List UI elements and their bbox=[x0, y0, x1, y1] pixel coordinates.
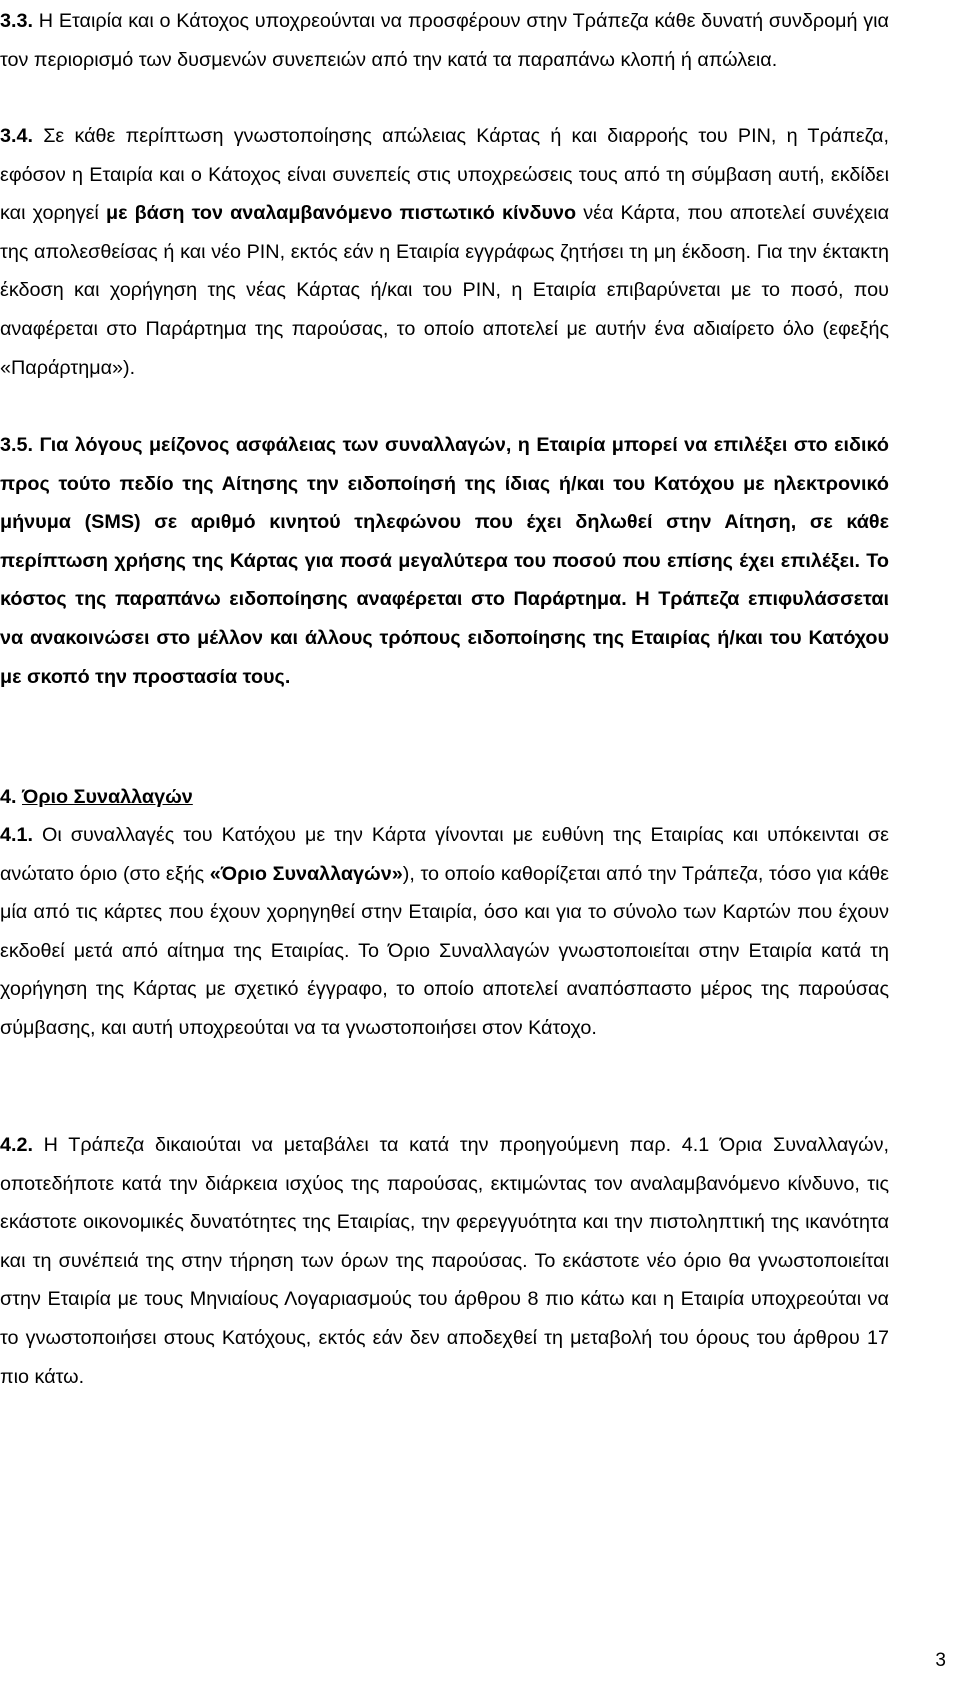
clause-3-3 bbox=[0, 2, 889, 79]
clause-number: 3.5. bbox=[0, 434, 33, 456]
clause-3-5 bbox=[0, 426, 889, 696]
clause-4-1 bbox=[0, 816, 889, 1048]
clause-text-part-1: Οι συναλλαγές του Κατόχου με την Κάρτα γίνονται με ευθύνη της Εταιρίας και υπόκεινται σε ανώτατο όριο (στο εξής bbox=[0, 824, 889, 885]
clause-text: Η Εταιρία και ο Κάτοχος υποχρεούνται να προσφέρουν στην Τράπεζα κάθε δυνατή συνδρομή για τον περιορισμό των δυσμενών συνεπειών από την κατά τα παραπάνω κλοπή ή απώλεια. bbox=[0, 10, 889, 71]
section-heading bbox=[0, 778, 193, 817]
page-number: 3 bbox=[935, 1650, 946, 1671]
clause-number: 4.1. bbox=[0, 824, 33, 846]
clause-text-bold: «Όριο Συναλλαγών» bbox=[209, 862, 403, 885]
clause-text-part-2: ), το οποίο καθορίζεται από την Τράπεζα, τόσο για κάθε μία από τις κάρτες που έχουν χορηγηθεί στην Εταιρία, όσο και για το σύνολο των Καρτών που έχουν εκδοθεί μετά από αίτημα της Εταιρίας. Το Όριο Συναλλαγών γνωστοποιείται στην Εταιρία κατά τη χορήγηση της Κάρτας με σχετικό έγγραφο, το οποίο αποτελεί αναπόσπαστο μέρος της παρούσας σύμβασης, και αυτή υποχρεούται να τα γνωστοποιήσει στον Κάτοχο. bbox=[0, 862, 890, 1039]
clause-number: 4.2. bbox=[0, 1134, 33, 1156]
clause-4-2 bbox=[0, 1126, 889, 1396]
section-title: Όριο Συναλλαγών bbox=[22, 786, 193, 808]
clause-text-bold: με βάση τον αναλαμβανόμενο πιστωτικό κίνδυνο bbox=[105, 202, 577, 225]
clause-text-part-2: νέα Κάρτα, που αποτελεί συνέχεια της απολεσθείσας ή και νέο PIN, εκτός εάν η Εταιρία εγγράφως ζητήσει τη μη έκδοση. Για την έκτακτη έκδοση και χορήγηση της νέας Κάρτας ή/και του PIN, η Εταιρία επιβαρύνεται με το ποσό, που αναφέρεται στο Παράρτημα της παρούσας, το οποίο αποτελεί με αυτήν ένα αδιαίρετο όλο (εφεξής «Παράρτημα»). bbox=[0, 202, 890, 379]
clause-text: Για λόγους μείζονος ασφάλειας των συναλλαγών, η Εταιρία μπορεί να επιλέξει στο ειδικό προς τούτο πεδίο της Αίτησης την ειδοποίησή της ίδιας ή/και του Κατόχου με ηλεκτρονικό μήνυμα (SMS) σε αριθμό κινητού τηλεφώνου που έχει δηλωθεί στην Αίτηση, σε κάθε περίπτωση χρήσης της Κάρτας για ποσά μεγαλύτερα του ποσού που επίσης έχει επιλέξει. Το κόστος της παραπάνω ειδοποίησης αναφέρεται στο Παράρτημα. Η Τράπεζα επιφυλάσσεται να ανακοινώσει στο μέλλον και άλλους τρόπους ειδοποίησης της Εταιρίας ή/και του Κατόχου με σκοπό την προστασία τους. bbox=[0, 434, 889, 688]
clause-text-part-1: Σε κάθε περίπτωση γνωστοποίησης απώλειας Κάρτας ή και διαρροής του PIN, η Τράπεζα, εφόσον η Εταιρία και ο Κάτοχος είναι συνεπείς στις υποχρεώσεις τους από τη σύμβαση αυτή, εκδίδει και χορηγεί bbox=[0, 125, 889, 225]
clause-number: 3.4. bbox=[0, 125, 33, 147]
clause-text: Η Τράπεζα δικαιούται να μεταβάλει τα κατά την προηγούμενη παρ. 4.1 Όρια Συναλλαγών, οποτεδήποτε κατά την διάρκεια ισχύος της παρούσας, εκτιμώντας τον αναλαμβανόμενο κίνδυνο, τις εκάστοτε οικονομικές δυνατότητες της Εταιρίας, την φερεγγυότητα και την πιστοληπτική της ικανότητα και τη συνέπειά της στην τήρηση των όρων της παρούσας. Το εκάστοτε νέο όριο θα γνωστοποιείται στην Εταιρία με τους Μηνιαίους Λογαριασμούς του άρθρου 8 πιο κάτω και η Εταιρία υποχρεούται να το γνωστοποιήσει στους Κατόχους, εκτός εάν δεν αποδεχθεί τη μεταβολή του όρους του άρθρου 17 πιο κάτω. bbox=[0, 1134, 889, 1388]
clause-3-4 bbox=[0, 117, 889, 387]
clause-number: 3.3. bbox=[0, 10, 33, 32]
section-number: 4. bbox=[0, 786, 17, 808]
